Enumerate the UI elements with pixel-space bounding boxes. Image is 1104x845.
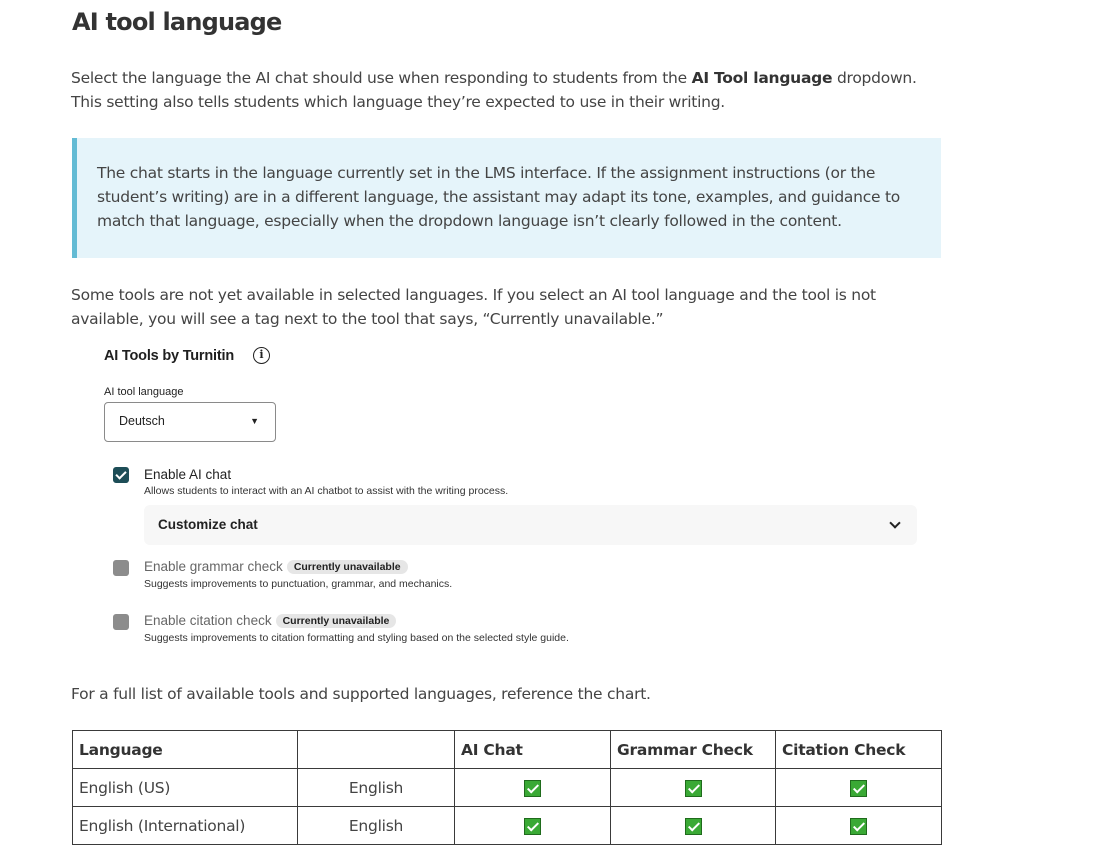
- info-callout: The chat starts in the language currently set in the LMS interface. If the assignment instructions (or the student’s writing) are in a different language, the assistant may adapt its tone, examples, and guidance to match that language, especially when the dropdown language isn’t clearly followed in the content.: [72, 138, 941, 258]
- grammar-check-label: Enable grammar check: [144, 559, 283, 574]
- reference-paragraph: For a full list of available tools and supported languages, reference the chart.: [71, 685, 651, 703]
- intro-paragraph: [71, 66, 946, 114]
- ai-chat-checkbox[interactable]: [113, 467, 129, 483]
- customize-chat-label: Customize chat: [158, 517, 258, 532]
- intro-text-after: dropdown. This setting also tells students which language they’re expected to use in their writing.: [71, 69, 917, 111]
- unavailable-badge: Currently unavailable: [276, 614, 397, 628]
- header-citation-check: Citation Check: [776, 731, 942, 769]
- grammar-cell: [611, 807, 776, 845]
- caret-down-icon: ▼: [250, 416, 259, 426]
- intro-text-bold: AI Tool language: [691, 69, 833, 87]
- table-header-row: [73, 731, 942, 769]
- citation-check-description: Suggests improvements to citation formatting and styling based on the selected style guide.: [144, 632, 569, 644]
- language-select[interactable]: [104, 402, 276, 442]
- settings-title: AI Tools by Turnitin: [104, 348, 234, 364]
- language-select-value: Deutsch: [119, 414, 165, 428]
- citation-check-checkbox[interactable]: [113, 614, 129, 630]
- header-language: Language: [73, 731, 298, 769]
- row-language: English (US): [73, 769, 298, 807]
- grammar-check-option: [144, 559, 408, 574]
- settings-screenshot: [104, 344, 924, 654]
- citation-check-option: [144, 613, 396, 628]
- info-circle-icon[interactable]: i: [253, 347, 270, 364]
- intro-text-before: Select the language the AI chat should use when responding to students from the: [71, 69, 692, 87]
- check-mark-icon: [685, 818, 702, 835]
- ai-chat-description: Allows students to interact with an AI chatbot to assist with the writing process.: [144, 485, 509, 497]
- header-ai-chat: AI Chat: [455, 731, 611, 769]
- grammar-cell: [611, 769, 776, 807]
- citation-check-label: Enable citation check: [144, 613, 272, 628]
- language-support-table: [72, 730, 942, 845]
- grammar-check-checkbox[interactable]: [113, 560, 129, 576]
- section-heading: AI tool language: [72, 8, 282, 36]
- row-native: English: [298, 807, 455, 845]
- row-native: English: [298, 769, 455, 807]
- check-mark-icon: [524, 780, 541, 797]
- grammar-check-description: Suggests improvements to punctuation, grammar, and mechanics.: [144, 578, 453, 590]
- ai-chat-label: Enable AI chat: [144, 467, 232, 482]
- table-row: [73, 769, 942, 807]
- check-mark-icon: [524, 818, 541, 835]
- table-row: [73, 807, 942, 845]
- check-mark-icon: [850, 780, 867, 797]
- check-mark-icon: [685, 780, 702, 797]
- unavailable-badge: Currently unavailable: [287, 560, 408, 574]
- header-native: [298, 731, 455, 769]
- check-mark-icon: [850, 818, 867, 835]
- ai-chat-cell: [455, 769, 611, 807]
- header-grammar-check: Grammar Check: [611, 731, 776, 769]
- citation-cell: [776, 769, 942, 807]
- chevron-down-icon: [889, 517, 900, 528]
- citation-cell: [776, 807, 942, 845]
- row-language: English (International): [73, 807, 298, 845]
- language-label: AI tool language: [104, 386, 184, 398]
- availability-paragraph: Some tools are not yet available in selected languages. If you select an AI tool language and the tool is not available, you will see a tag next to the tool that says, “Currently unavailable.”: [71, 286, 876, 328]
- customize-chat-accordion[interactable]: [144, 505, 917, 545]
- ai-chat-cell: [455, 807, 611, 845]
